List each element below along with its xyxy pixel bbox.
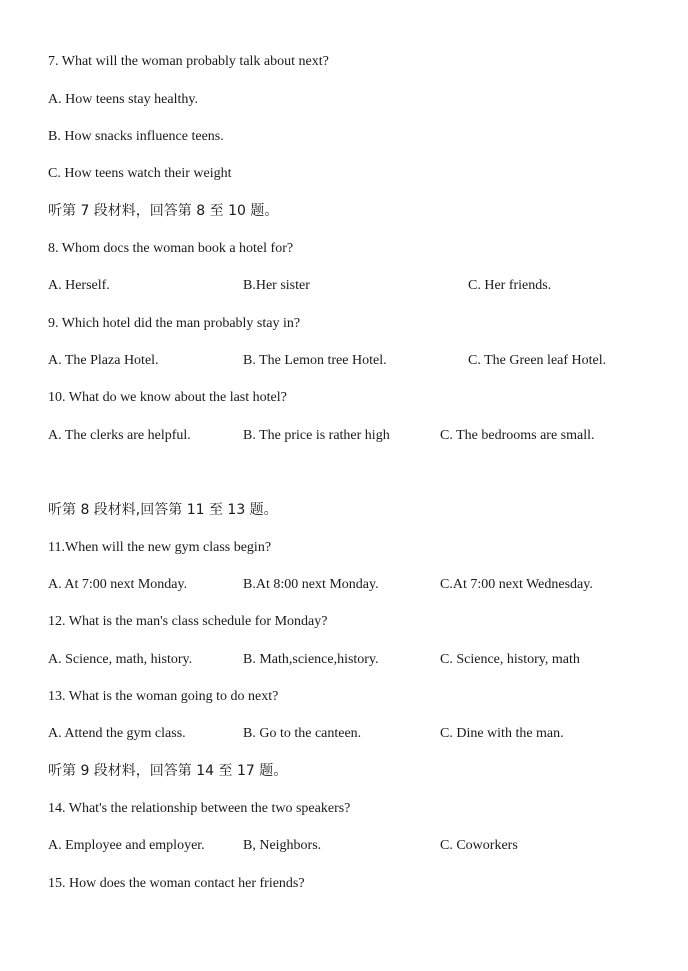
question-8-option-c: C. Her friends. — [468, 278, 552, 293]
question-14-option-c: C. Coworkers — [440, 838, 518, 853]
question-13: 13. What is the woman going to do next? — [48, 689, 279, 704]
question-14-option-a: A. Employee and employer. — [48, 838, 205, 853]
question-14-option-b: B, Neighbors. — [243, 838, 322, 853]
question-15: 15. How does the woman contact her friends? — [48, 876, 305, 891]
question-11-option-c: C.At 7:00 next Wednesday. — [440, 577, 593, 592]
question-9-option-c: C. The Green leaf Hotel. — [468, 353, 607, 368]
question-11-option-a: A. At 7:00 next Monday. — [48, 577, 188, 592]
question-9-option-b: B. The Lemon tree Hotel. — [243, 353, 387, 368]
question-8-option-a: A. Herself. — [48, 278, 110, 293]
section-8-heading: 听第 8 段材料,回答第 11 至 13 题。 — [48, 502, 278, 518]
question-13-option-a: A. Attend the gym class. — [48, 726, 186, 741]
question-12: 12. What is the man's class schedule for Monday? — [48, 614, 328, 629]
question-10: 10. What do we know about the last hotel? — [48, 390, 287, 405]
question-7-option-a: A. How teens stay healthy. — [48, 92, 198, 107]
question-7-option-b: B. How snacks influence teens. — [48, 129, 224, 144]
question-11-option-b: B.At 8:00 next Monday. — [243, 577, 379, 592]
question-8: 8. Whom docs the woman book a hotel for? — [48, 241, 294, 256]
question-8-option-b: B.Her sister — [243, 278, 310, 293]
question-9-option-a: A. The Plaza Hotel. — [48, 353, 159, 368]
question-10-option-c: C. The bedrooms are small. — [440, 428, 595, 443]
question-13-option-c: C. Dine with the man. — [440, 726, 564, 741]
question-14: 14. What's the relationship between the two speakers? — [48, 801, 351, 816]
question-9: 9. Which hotel did the man probably stay in? — [48, 316, 301, 331]
section-7-heading: 听第 7 段材料，回答第 8 至 10 题。 — [48, 203, 279, 219]
question-10-option-a: A. The clerks are helpful. — [48, 428, 191, 443]
section-9-heading: 听第 9 段材料，回答第 14 至 17 题。 — [48, 763, 288, 779]
question-7-option-c: C. How teens watch their weight — [48, 166, 232, 181]
question-12-option-a: A. Science, math, history. — [48, 652, 193, 667]
question-11: 11.When will the new gym class begin? — [48, 540, 272, 555]
question-10-option-b: B. The price is rather high — [243, 428, 390, 443]
question-12-option-c: C. Science, history, math — [440, 652, 580, 667]
question-7: 7. What will the woman probably talk about next? — [48, 54, 329, 69]
question-13-option-b: B. Go to the canteen. — [243, 726, 362, 741]
question-12-option-b: B. Math,science,history. — [243, 652, 379, 667]
